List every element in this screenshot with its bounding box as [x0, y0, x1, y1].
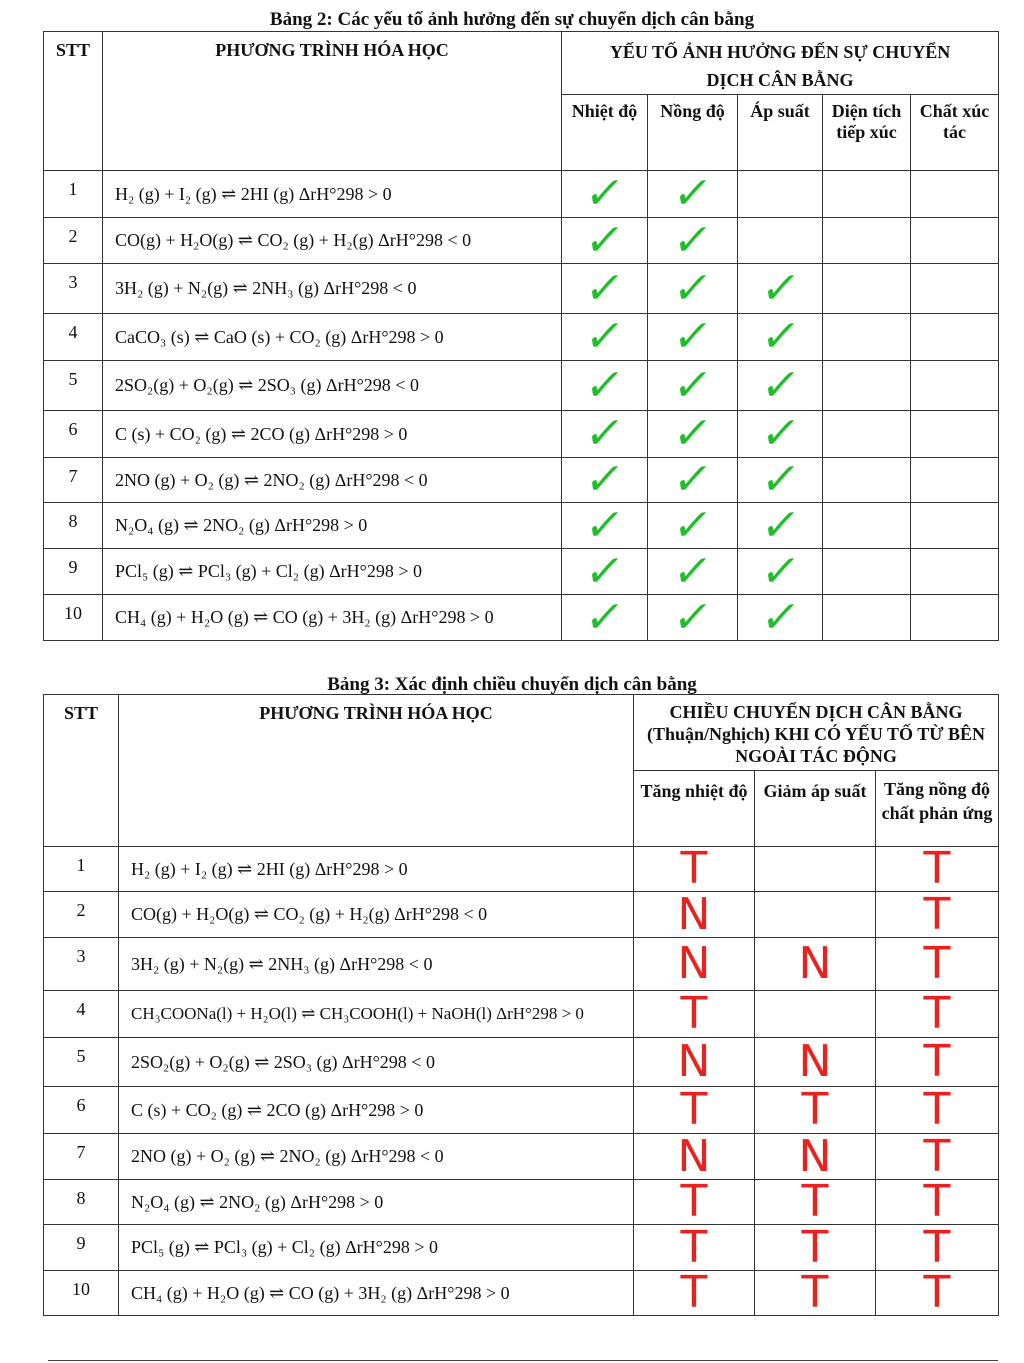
table2-mark-cell: [911, 411, 999, 458]
checkmark-icon: ✓: [581, 545, 628, 597]
table2-mark-cell: [648, 214, 738, 266]
table2-row: [44, 361, 999, 411]
forward-mark: T: [680, 843, 708, 894]
table3-row: [44, 1087, 999, 1134]
table3-caption: Bảng 3: Xác định chiều chuyển dịch cân bằng: [327, 674, 697, 695]
table2-mark-cell: [648, 361, 738, 411]
table2-row: [44, 595, 999, 641]
table2-mark-cell: [648, 545, 738, 597]
table3-row-equation: CH₄ (g) + H₂O (g) ⇌ CO (g) + 3H₂ (g) ΔrH°298 > 0: [119, 1271, 634, 1316]
table3-col-equation: PHƯƠNG TRÌNH HÓA HỌC: [119, 695, 634, 847]
table2-mark-cell: [823, 264, 911, 314]
table2-row: [44, 411, 999, 458]
table2-mark-cell: [562, 264, 648, 314]
forward-mark: T: [680, 1267, 708, 1318]
table3-mark-cell: [755, 991, 876, 1038]
table2-row-equation: CaCO₃ (s) ⇌ CaO (s) + CO₂ (g) ΔrH°298 > 0: [103, 314, 562, 361]
table3-row-stt: 7: [44, 1134, 119, 1180]
table2-row-equation: 3H₂ (g) + N₂(g) ⇌ 2NH₃ (g) ΔrH°298 < 0: [103, 264, 562, 314]
table2-row-equation: CH₄ (g) + H₂O (g) ⇌ CO (g) + 3H₂ (g) ΔrH°298 > 0: [103, 595, 562, 641]
table3-mark-cell: [634, 888, 755, 940]
table2-sub-temperature: Nhiệt độ: [562, 95, 648, 171]
table2-mark-cell: [823, 411, 911, 458]
table2-row-equation: 2SO₂(g) + O₂(g) ⇌ 2SO₃ (g) ΔrH°298 < 0: [103, 361, 562, 411]
checkmark-icon: ✓: [581, 591, 628, 643]
table3-mark-cell: [876, 1084, 999, 1135]
table2-mark-cell: [738, 218, 823, 264]
table2-row-equation: C (s) + CO₂ (g) ⇌ 2CO (g) ΔrH°298 > 0: [103, 411, 562, 458]
table3: [43, 694, 999, 1316]
reverse-mark: N: [677, 888, 711, 940]
table3-mark-cell: [634, 1038, 755, 1087]
table2-row-stt: 2: [44, 218, 103, 264]
table2-row-stt: 4: [44, 314, 103, 361]
table3-row-stt: 2: [44, 892, 119, 938]
forward-mark: T: [923, 1084, 951, 1135]
table3-mark-cell: [876, 843, 999, 894]
table3-row-stt: 8: [44, 1180, 119, 1225]
table3-mark-cell: [876, 1038, 999, 1087]
table3-row-equation: CH₃COONa(l) + H₂O(l) ⇌ CH₃COOH(l) + NaOH(l) ΔrH°298 > 0: [119, 991, 634, 1038]
table3-row-stt: 10: [44, 1271, 119, 1316]
forward-mark: T: [680, 1221, 708, 1273]
table2-mark-cell: [648, 311, 738, 362]
table2-row: [44, 218, 999, 264]
table3-row-equation: N₂O₄ (g) ⇌ 2NO₂ (g) ΔrH°298 > 0: [119, 1180, 634, 1225]
table3-mark-cell: [876, 938, 999, 991]
table2-mark-cell: [562, 591, 648, 643]
forward-mark: T: [923, 1176, 951, 1227]
table2-mark-cell: [562, 454, 648, 505]
checkmark-icon: ✓: [669, 408, 716, 459]
page-divider: [48, 1360, 998, 1361]
table3-sub-pressure: Giảm áp suất: [755, 771, 876, 847]
checkmark-icon: ✓: [581, 311, 628, 362]
table2-row: [44, 171, 999, 218]
table2-mark-cell: [648, 499, 738, 551]
forward-mark: T: [923, 1267, 951, 1318]
table3-mark-cell: [755, 1084, 876, 1135]
table3-row: [44, 1180, 999, 1225]
table2-mark-cell: [738, 499, 823, 551]
table3-row-equation: PCl₅ (g) ⇌ PCl₃ (g) + Cl₂ (g) ΔrH°298 > 0: [119, 1225, 634, 1271]
table3-row: [44, 991, 999, 1038]
table2-row: [44, 503, 999, 549]
table2-row-stt: 10: [44, 595, 103, 641]
table2-mark-cell: [738, 171, 823, 218]
table2-mark-cell: [911, 549, 999, 595]
table2-mark-cell: [648, 408, 738, 459]
table3-row-equation: C (s) + CO₂ (g) ⇌ 2CO (g) ΔrH°298 > 0: [119, 1087, 634, 1134]
table2-mark-cell: [562, 168, 648, 219]
table2-mark-cell: [823, 218, 911, 264]
table2-mark-cell: [911, 171, 999, 218]
table2-mark-cell: [823, 595, 911, 641]
table3-row-equation: 2SO₂(g) + O₂(g) ⇌ 2SO₃ (g) ΔrH°298 < 0: [119, 1038, 634, 1087]
checkmark-icon: ✓: [757, 408, 804, 459]
table2-col-factors: YẾU TỐ ẢNH HƯỞNG ĐẾN SỰ CHUYỂN DỊCH CÂN BẰNG: [562, 32, 999, 95]
table2-mark-cell: [911, 361, 999, 411]
forward-mark: T: [923, 1036, 951, 1087]
table2: [43, 31, 999, 641]
table3-mark-cell: [634, 1130, 755, 1182]
forward-mark: T: [923, 1130, 951, 1182]
table2-mark-cell: [562, 499, 648, 551]
table3-row: [44, 1038, 999, 1087]
reverse-mark: N: [798, 1036, 832, 1087]
checkmark-icon: ✓: [757, 359, 804, 411]
reverse-mark: N: [798, 1130, 832, 1182]
table3-row-equation: CO(g) + H₂O(g) ⇌ CO₂ (g) + H₂(g) ΔrH°298 < 0: [119, 892, 634, 938]
table3-mark-cell: [755, 938, 876, 991]
forward-mark: T: [680, 1176, 708, 1227]
table3-row: [44, 1271, 999, 1316]
forward-mark: T: [923, 938, 951, 989]
table2-row-stt: 1: [44, 171, 103, 218]
table3-row-stt: 9: [44, 1225, 119, 1271]
table2-mark-cell: [738, 264, 823, 314]
table2-mark-cell: [738, 591, 823, 643]
table2-mark-cell: [823, 503, 911, 549]
table3-sub-temperature: Tăng nhiệt độ: [634, 771, 755, 847]
checkmark-icon: ✓: [669, 262, 716, 314]
table3-row-equation: 2NO (g) + O₂ (g) ⇌ 2NO₂ (g) ΔrH°298 < 0: [119, 1134, 634, 1180]
table2-sub-concentration: Nồng độ: [648, 95, 738, 171]
table3-row: [44, 938, 999, 991]
table3-row: [44, 1225, 999, 1271]
table2-mark-cell: [823, 171, 911, 218]
table2-mark-cell: [562, 545, 648, 597]
checkmark-icon: ✓: [669, 311, 716, 362]
checkmark-icon: ✓: [581, 214, 628, 266]
reverse-mark: N: [677, 938, 711, 989]
table3-mark-cell: [755, 1038, 876, 1087]
forward-mark: T: [801, 1176, 829, 1227]
table3-col-direction: CHIỀU CHUYỂN DỊCH CÂN BẰNG (Thuận/Nghịch) KHI CÓ YẾU TỐ TỪ BÊN NGOÀI TÁC ĐỘNG: [634, 695, 999, 771]
table2-mark-cell: [562, 214, 648, 266]
checkmark-icon: ✓: [757, 311, 804, 362]
table2-mark-cell: [562, 361, 648, 411]
table3-mark-cell: [876, 888, 999, 940]
table2-row-stt: 6: [44, 411, 103, 458]
table2-mark-cell: [738, 545, 823, 597]
table2-row-equation: PCl₅ (g) ⇌ PCl₃ (g) + Cl₂ (g) ΔrH°298 > 0: [103, 549, 562, 595]
table2-col-equation: PHƯƠNG TRÌNH HÓA HỌC: [103, 32, 562, 171]
table2-row-stt: 8: [44, 503, 103, 549]
table3-mark-cell: [876, 988, 999, 1039]
table3-mark-cell: [876, 1267, 999, 1318]
forward-mark: T: [923, 843, 951, 894]
table2-row-equation: N₂O₄ (g) ⇌ 2NO₂ (g) ΔrH°298 > 0: [103, 503, 562, 549]
checkmark-icon: ✓: [757, 591, 804, 643]
table2-caption: Bảng 2: Các yếu tố ảnh hưởng đến sự chuyển dịch cân bằng: [269, 9, 755, 30]
table2-mark-cell: [823, 458, 911, 503]
checkmark-icon: ✓: [669, 545, 716, 597]
table2-mark-cell: [562, 311, 648, 362]
table2-mark-cell: [911, 595, 999, 641]
table3-mark-cell: [755, 847, 876, 892]
table3-row-stt: 1: [44, 847, 119, 892]
forward-mark: T: [923, 1221, 951, 1273]
table2-mark-cell: [911, 314, 999, 361]
reverse-mark: N: [677, 1130, 711, 1182]
table3-mark-cell: [634, 938, 755, 991]
table3-mark-cell: [876, 1176, 999, 1227]
table3-row-stt: 5: [44, 1038, 119, 1087]
table2-row: [44, 264, 999, 314]
checkmark-icon: ✓: [669, 168, 716, 219]
table2-mark-cell: [648, 264, 738, 314]
table3-row-stt: 3: [44, 938, 119, 991]
forward-mark: T: [801, 1084, 829, 1135]
reverse-mark: N: [677, 1036, 711, 1087]
table2-mark-cell: [911, 458, 999, 503]
checkmark-icon: ✓: [581, 499, 628, 551]
table2-sub-catalyst: Chất xúc tác: [911, 95, 999, 171]
table2-col-stt: STT: [44, 32, 103, 171]
table3-mark-cell: [755, 1221, 876, 1273]
table3-mark-cell: [876, 1130, 999, 1182]
table2-row: [44, 458, 999, 503]
table2-mark-cell: [738, 408, 823, 459]
forward-mark: T: [680, 988, 708, 1039]
table3-mark-cell: [755, 1130, 876, 1182]
table2-mark-cell: [823, 549, 911, 595]
table3-row: [44, 892, 999, 938]
table2-row-stt: 9: [44, 549, 103, 595]
table3-col-stt: STT: [44, 695, 119, 847]
table2-mark-cell: [911, 503, 999, 549]
table3-row-stt: 4: [44, 991, 119, 1038]
table2-mark-cell: [823, 314, 911, 361]
table3-mark-cell: [634, 843, 755, 894]
checkmark-icon: ✓: [669, 499, 716, 551]
table3-row: [44, 847, 999, 892]
table2-mark-cell: [648, 591, 738, 643]
forward-mark: T: [680, 1084, 708, 1135]
checkmark-icon: ✓: [669, 359, 716, 411]
table3-mark-cell: [634, 1176, 755, 1227]
table2-mark-cell: [738, 454, 823, 505]
checkmark-icon: ✓: [581, 262, 628, 314]
table2-sub-surface: Diện tích tiếp xúc: [823, 95, 911, 171]
table3-sub-concentration: Tăng nồng độ chất phản ứng: [876, 771, 999, 847]
table3-row-equation: 3H₂ (g) + N₂(g) ⇌ 2NH₃ (g) ΔrH°298 < 0: [119, 938, 634, 991]
table3-row-stt: 6: [44, 1087, 119, 1134]
table2-row: [44, 314, 999, 361]
checkmark-icon: ✓: [581, 408, 628, 459]
table2-row-stt: 7: [44, 458, 103, 503]
forward-mark: T: [801, 1267, 829, 1318]
checkmark-icon: ✓: [669, 454, 716, 505]
table2-row-stt: 3: [44, 264, 103, 314]
table2-mark-cell: [738, 311, 823, 362]
table2-row-stt: 5: [44, 361, 103, 411]
table2-mark-cell: [823, 361, 911, 411]
checkmark-icon: ✓: [757, 545, 804, 597]
checkmark-icon: ✓: [757, 499, 804, 551]
checkmark-icon: ✓: [581, 359, 628, 411]
checkmark-icon: ✓: [581, 168, 628, 219]
table2-mark-cell: [911, 218, 999, 264]
table2-mark-cell: [648, 168, 738, 219]
checkmark-icon: ✓: [669, 214, 716, 266]
forward-mark: T: [801, 1221, 829, 1273]
table3-mark-cell: [634, 1221, 755, 1273]
table3-mark-cell: [634, 988, 755, 1039]
reverse-mark: N: [798, 938, 832, 989]
table3-row: [44, 1134, 999, 1180]
table3-mark-cell: [755, 892, 876, 938]
table3-row-equation: H₂ (g) + I₂ (g) ⇌ 2HI (g) ΔrH°298 > 0: [119, 847, 634, 892]
table2-mark-cell: [648, 454, 738, 505]
forward-mark: T: [923, 888, 951, 940]
table2-mark-cell: [911, 264, 999, 314]
table2-sub-pressure: Áp suất: [738, 95, 823, 171]
checkmark-icon: ✓: [757, 262, 804, 314]
table3-mark-cell: [634, 1267, 755, 1318]
table3-mark-cell: [755, 1176, 876, 1227]
checkmark-icon: ✓: [669, 591, 716, 643]
table2-row: [44, 549, 999, 595]
table3-mark-cell: [755, 1267, 876, 1318]
table2-row-equation: CO(g) + H₂O(g) ⇌ CO₂ (g) + H₂(g) ΔrH°298 < 0: [103, 218, 562, 264]
table3-mark-cell: [876, 1221, 999, 1273]
table3-mark-cell: [634, 1084, 755, 1135]
checkmark-icon: ✓: [757, 454, 804, 505]
table2-row-equation: H₂ (g) + I₂ (g) ⇌ 2HI (g) ΔrH°298 > 0: [103, 171, 562, 218]
table2-row-equation: 2NO (g) + O₂ (g) ⇌ 2NO₂ (g) ΔrH°298 < 0: [103, 458, 562, 503]
forward-mark: T: [923, 988, 951, 1039]
table2-mark-cell: [738, 361, 823, 411]
table2-mark-cell: [562, 408, 648, 459]
checkmark-icon: ✓: [581, 454, 628, 505]
